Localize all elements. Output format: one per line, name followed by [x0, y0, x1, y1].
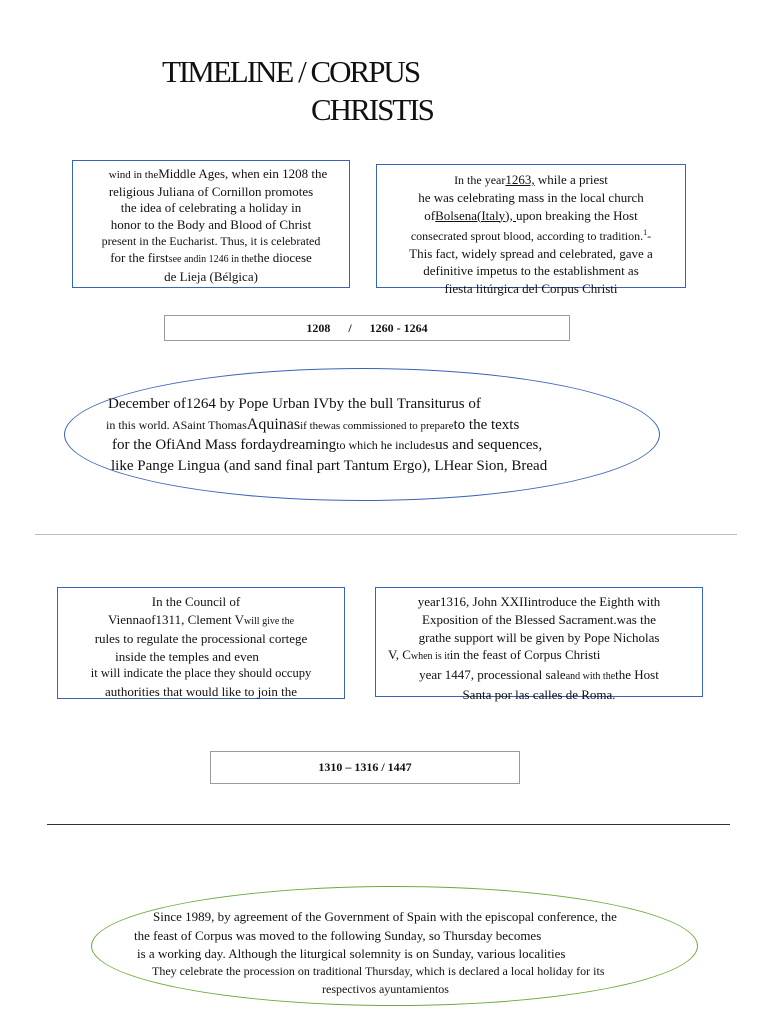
text-line: Exposition of the Blessed Sacrament.was the [422, 611, 656, 627]
text-line: year1316, John XXIIintroduce the Eighth with [417, 594, 661, 609]
text: see and [168, 253, 199, 265]
text: in the feast of Corpus Christi [449, 647, 601, 663]
text-line: In the Council of [151, 594, 241, 609]
text: - [647, 228, 652, 243]
text: and with the [565, 671, 616, 683]
text: to which he includes [336, 438, 436, 452]
page-title-line2: CHRISTIS [311, 92, 433, 127]
date-range-label: 1310 – 1316 / 1447 [318, 760, 412, 774]
text-line: Since 1989, by agreement of the Government of Spain with the episcopal conference, the [153, 909, 617, 924]
text-line: fiesta litúrgica del Corpus Christi [444, 280, 618, 296]
text: in 1246 in the [198, 253, 254, 265]
box-john-xxii [375, 587, 703, 702]
text-line: Santa por las calles de Roma. [462, 686, 616, 702]
text-line: like Pange Lingua (and sand final part Tantum Ergo), LHear Sion, Bread [111, 458, 548, 474]
year-link: 1263, [505, 172, 535, 187]
text: to the texts [453, 417, 520, 433]
text-line: the feast of Corpus was moved to the following Sunday, so Thursday becomes [134, 928, 542, 943]
text-line: December of1264 by Pope Urban IVby the bull Transiturus of [108, 396, 481, 412]
text: if thewas commissioned to prepare [300, 420, 454, 432]
section-divider [47, 824, 730, 825]
text-line [73, 250, 349, 269]
box-middle-ages [72, 160, 350, 288]
text-line [377, 171, 685, 189]
text: us and sequences, [435, 437, 543, 453]
text-line: de Lieja (Bélgica) [164, 268, 258, 284]
box-council-vienna [57, 587, 345, 699]
text: consecrated sprout blood, according to tradition. [410, 228, 644, 243]
text: for the first [110, 249, 169, 265]
text: wind in the [108, 169, 159, 181]
text: the diocese [253, 249, 312, 265]
oval-urban-iv [64, 368, 660, 501]
box-bolsena-miracle [376, 164, 686, 296]
text-line: he was celebrating mass in the local church [418, 190, 644, 206]
place-link: Bolsena(Italy), [435, 207, 517, 223]
text-line [376, 666, 702, 686]
text-line: religious Juliana of Cornillon promotes [108, 183, 314, 199]
footnote-ref: 1 [643, 227, 648, 237]
date-range-box-1 [164, 315, 570, 341]
text-line: grathe support will be given by Pope Nicholas [418, 629, 660, 645]
section-divider [35, 534, 737, 535]
text-line: inside the temples and even [115, 648, 259, 664]
text-line: honor to the Body and Blood of Christ [110, 216, 312, 232]
text: V, C [388, 647, 411, 663]
text: the Host [615, 667, 659, 683]
text: In the year [454, 173, 506, 187]
text: while a priest [534, 172, 608, 187]
text-line: it will indicate the place they should occupy [90, 666, 312, 680]
text: Aquinas [246, 416, 301, 433]
text-line: This fact, widely spread and celebrated, gave a [409, 246, 653, 262]
text-line: authorities that would like to join the [104, 683, 298, 699]
text-line: definitive impetus to the establishment as [423, 263, 639, 279]
text-line [106, 416, 519, 434]
text: will give the [244, 615, 295, 627]
text-line [58, 611, 344, 631]
text-line [376, 646, 702, 666]
date-range-label: 1208 / 1260 - 1264 [306, 321, 428, 335]
text-line [112, 437, 542, 454]
text: when is it [410, 651, 450, 663]
text-line: present in the Eucharist. Thus, it is celebrated [101, 234, 321, 249]
date-range-box-2 [210, 751, 520, 784]
text: year 1447, processional sale [419, 667, 566, 683]
text-line: the idea of celebrating a holiday in [120, 200, 302, 216]
text-line: is a working day. Although the liturgical solemnity is on Sunday, various localities [137, 946, 566, 961]
text-line: respectivos ayuntamientos [322, 982, 449, 996]
text-line: rules to regulate the processional cortege [94, 631, 308, 646]
text-line: They celebrate the procession on traditional Thursday, which is declared a local holiday for its [152, 964, 605, 978]
page-title-line1: TIMELINE / CORPUS [162, 54, 420, 89]
text-line [377, 224, 685, 245]
text: in this world. ASaint Thomas [106, 418, 247, 432]
text: upon breaking the Host [516, 207, 638, 223]
text-line [73, 166, 349, 184]
text: for the OfiAnd Mass fordaydreaming [112, 437, 337, 453]
text: Viennaof1311, Clement V [107, 611, 245, 627]
text: Middle Ages, when ein 1208 the [158, 166, 328, 181]
text-line [377, 207, 685, 224]
text: of [424, 207, 436, 223]
oval-spain-1989 [91, 886, 698, 1006]
